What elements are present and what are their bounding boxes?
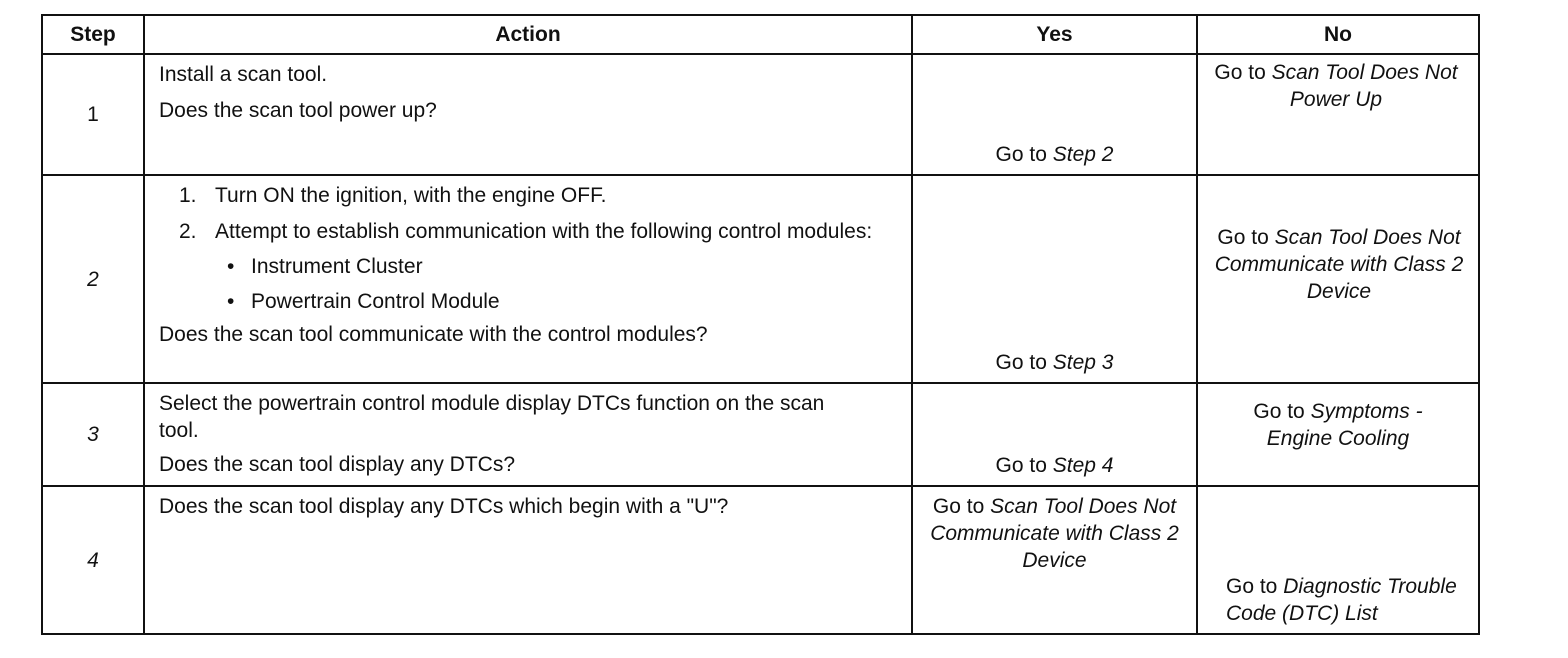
action-question: Does the scan tool display any DTCs? <box>159 453 516 476</box>
header-yes: Yes <box>912 15 1197 54</box>
no-target: Scan Tool Does Not Communicate with Class 2 Device <box>1214 225 1464 303</box>
yes-cell <box>912 486 1197 634</box>
table-row <box>42 54 1479 175</box>
header-no: No <box>1197 15 1479 54</box>
no-cell <box>1197 175 1479 383</box>
table-row <box>42 175 1479 383</box>
no-target: Symptoms - Engine Cooling <box>1266 400 1423 450</box>
step-number: 1 <box>87 103 99 126</box>
action-cell <box>144 175 912 383</box>
yes-outcome: Go to Step 4 <box>995 454 1114 477</box>
no-outcome: Go to Symptoms - Engine Cooling <box>1253 400 1423 450</box>
yes-cell <box>912 175 1197 383</box>
action-instruction: Install a scan tool. <box>159 63 328 86</box>
action-question: Does the scan tool communicate with the control modules? <box>159 323 708 346</box>
action-question: Does the scan tool power up? <box>159 99 437 122</box>
yes-outcome: Go to Scan Tool Does Not Communicate with Class 2 Device <box>930 495 1179 572</box>
list-item: 1. Turn ON the ignition, with the engine OFF. <box>179 184 607 207</box>
action-cell <box>144 54 912 175</box>
step-number: 4 <box>87 548 99 572</box>
yes-target: Step 3 <box>1052 351 1114 374</box>
yes-cell <box>912 383 1197 486</box>
no-cell <box>1197 383 1479 486</box>
no-outcome: Go to Scan Tool Does Not Power Up <box>1214 61 1458 111</box>
step-cell <box>42 383 144 486</box>
no-outcome: Go to Scan Tool Does Not Communicate with Class 2 Device <box>1214 225 1464 303</box>
header-action: Action <box>144 15 912 54</box>
yes-outcome: Go to Step 2 <box>995 143 1114 166</box>
yes-outcome: Go to Step 3 <box>995 351 1114 374</box>
step-number: 3 <box>87 423 99 446</box>
action-cell <box>144 486 912 634</box>
no-outcome: Go to Diagnostic Trouble Code (DTC) List <box>1226 575 1457 625</box>
header-step: Step <box>42 15 144 54</box>
step-cell <box>42 486 144 634</box>
no-target: Scan Tool Does Not Power Up <box>1271 61 1458 111</box>
action-steps-list <box>159 182 897 315</box>
step-cell <box>42 54 144 175</box>
step-cell <box>42 175 144 383</box>
yes-target: Scan Tool Does Not Communicate with Class 2 Device <box>930 495 1179 572</box>
yes-cell <box>912 54 1197 175</box>
table-row <box>42 383 1479 486</box>
no-cell <box>1197 486 1479 634</box>
table-row <box>42 486 1479 634</box>
no-cell <box>1197 54 1479 175</box>
list-item: 2. Attempt to establish communication with the following control modules: • Instrument Cluster • Powertrain Control Module <box>159 218 897 315</box>
list-item: • Instrument Cluster <box>215 253 897 280</box>
diagnostic-table <box>41 14 1480 635</box>
yes-target: Step 2 <box>1052 143 1114 166</box>
module-bullet-list <box>159 253 897 315</box>
list-item: • Powertrain Control Module <box>215 288 897 315</box>
header-row <box>42 15 1479 54</box>
action-question: Does the scan tool display any DTCs which begin with a "U"? <box>159 495 729 518</box>
step-number: 2 <box>87 267 99 291</box>
no-target: Diagnostic Trouble Code (DTC) List <box>1226 575 1457 625</box>
action-cell <box>144 383 912 486</box>
yes-target: Step 4 <box>1052 454 1114 477</box>
action-instruction: Select the powertrain control module display DTCs function on the scan tool. <box>159 392 825 442</box>
